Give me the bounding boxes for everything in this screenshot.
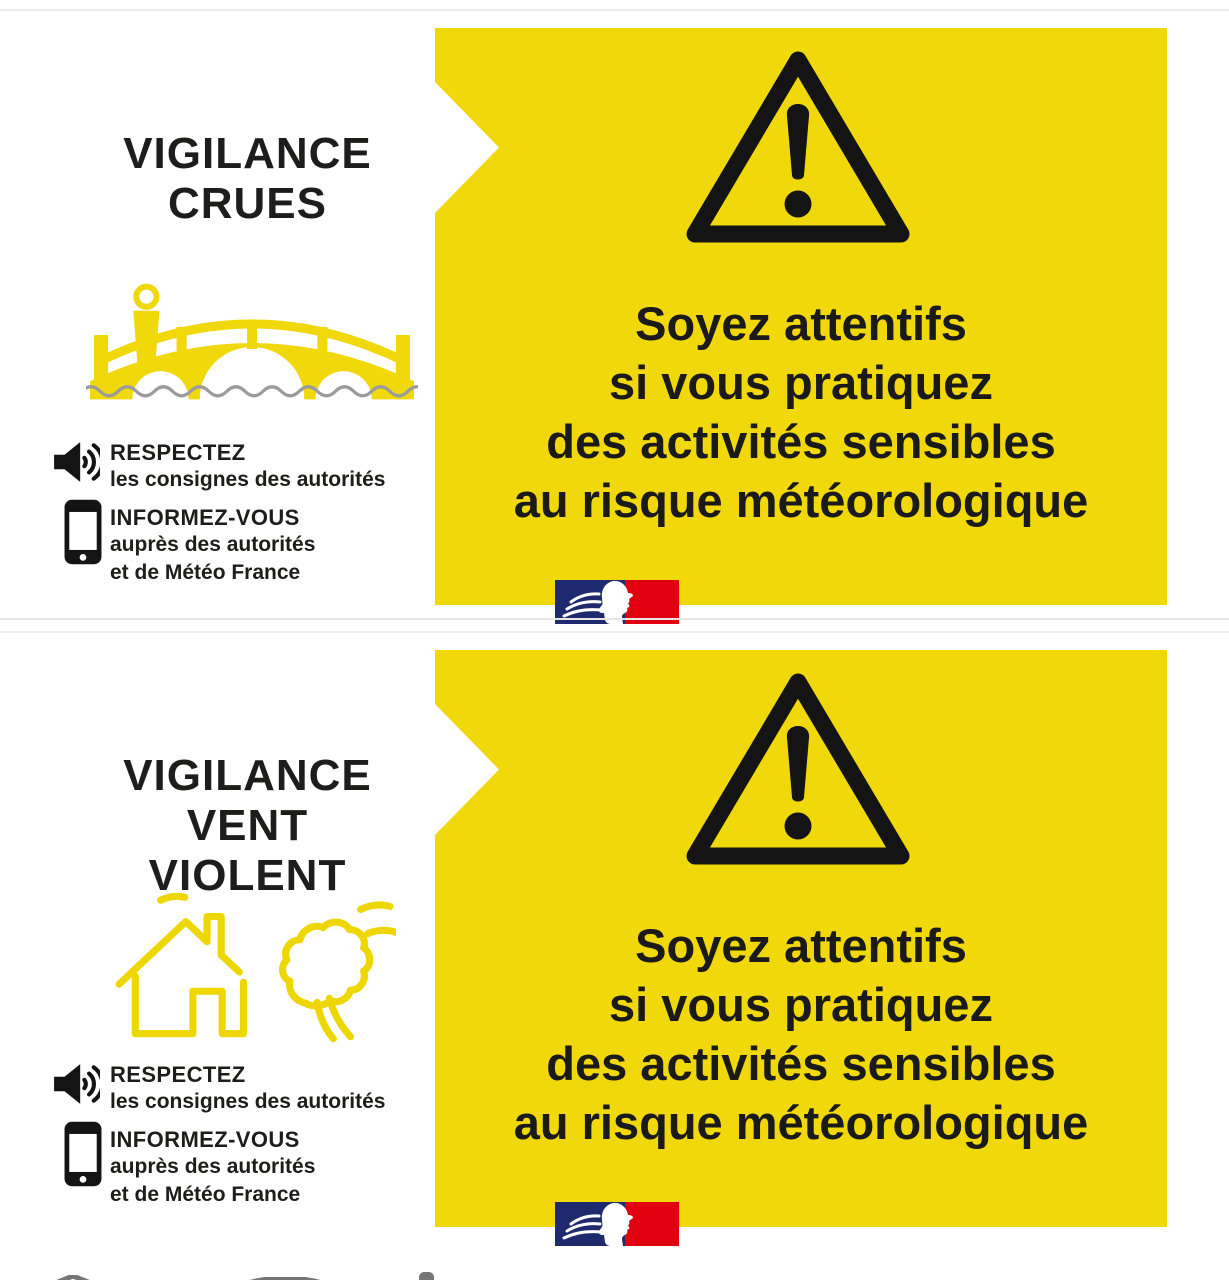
alert-message-line: Soyez attentifs: [635, 919, 967, 972]
advisory-inform-line: et de Météo France: [110, 561, 301, 584]
phone-icon: [64, 1121, 102, 1187]
house-icon: [119, 916, 243, 1033]
speaker-icon: [52, 1063, 100, 1105]
advisory-inform-line: et de Météo France: [110, 1183, 301, 1206]
advisory-inform: [110, 505, 315, 587]
advisory-inform: [110, 1127, 315, 1209]
alert-message-line: si vous pratiquez: [609, 978, 993, 1031]
panel-left-notch: [435, 82, 499, 213]
alert-message-line: Soyez attentifs: [635, 297, 967, 350]
alert-message-line: au risque météorologique: [513, 1096, 1089, 1149]
advisory-respect: [110, 1062, 385, 1116]
card-vigilance-crues: [0, 0, 1229, 622]
title-line: VENT: [186, 801, 309, 851]
alert-message-line: des activités sensibles: [546, 415, 1056, 468]
speaker-icon: [52, 441, 100, 483]
alert-message: [435, 294, 1167, 530]
card-top-divider: [0, 631, 1229, 633]
alert-message-line: des activités sensibles: [546, 1037, 1056, 1090]
page-title: [30, 129, 465, 229]
card-vigilance-vent-violent: [0, 622, 1229, 1244]
wind-gust-icon: [361, 905, 390, 910]
title-line: VIOLENT: [148, 851, 347, 901]
advisory-inform-line: auprès des autorités: [110, 533, 316, 556]
water-line: [86, 387, 418, 396]
france-gov-logo: [555, 1202, 679, 1246]
advisory-respect-line: les consignes des autorités: [110, 468, 386, 491]
page-title: [30, 751, 465, 901]
alert-message-line: au risque météorologique: [513, 474, 1089, 527]
panel-left-notch: [435, 704, 499, 835]
person-figure: [133, 287, 159, 363]
advisory-respect-title: RESPECTEZ: [110, 1062, 246, 1087]
wind-house-tree-icon: [108, 884, 396, 1048]
wind-gust-icon: [161, 896, 185, 900]
advisory-inform-line: auprès des autorités: [110, 1155, 316, 1178]
cutoff-glyph-fragment: [50, 1271, 96, 1280]
warning-triangle-icon: [682, 44, 914, 246]
warning-triangle-icon: [682, 666, 914, 868]
yellow-alert-panel: [435, 28, 1167, 605]
cutoff-glyph-fragment: [238, 1272, 332, 1280]
wind-gust-icon: [368, 930, 396, 933]
title-line: VIGILANCE: [123, 751, 372, 801]
yellow-alert-panel: [435, 650, 1167, 1227]
phone-icon: [64, 499, 102, 565]
alert-message-line: si vous pratiquez: [609, 356, 993, 409]
cutoff-glyph-fragment: [419, 1272, 434, 1280]
advisory-respect-line: les consignes des autorités: [110, 1090, 386, 1113]
card-top-divider: [0, 9, 1229, 11]
advisory-inform-title: INFORMEZ-VOUS: [110, 1127, 300, 1152]
advisory-respect: [110, 440, 385, 494]
advisory-respect-title: RESPECTEZ: [110, 440, 246, 465]
advisory-inform-title: INFORMEZ-VOUS: [110, 505, 300, 530]
title-line: CRUES: [167, 179, 328, 229]
card-bottom-divider: [0, 618, 1229, 620]
alert-message: [435, 916, 1167, 1152]
title-line: VIGILANCE: [123, 129, 372, 179]
tree-icon: [283, 922, 370, 1039]
flood-bridge-icon: [86, 276, 418, 408]
